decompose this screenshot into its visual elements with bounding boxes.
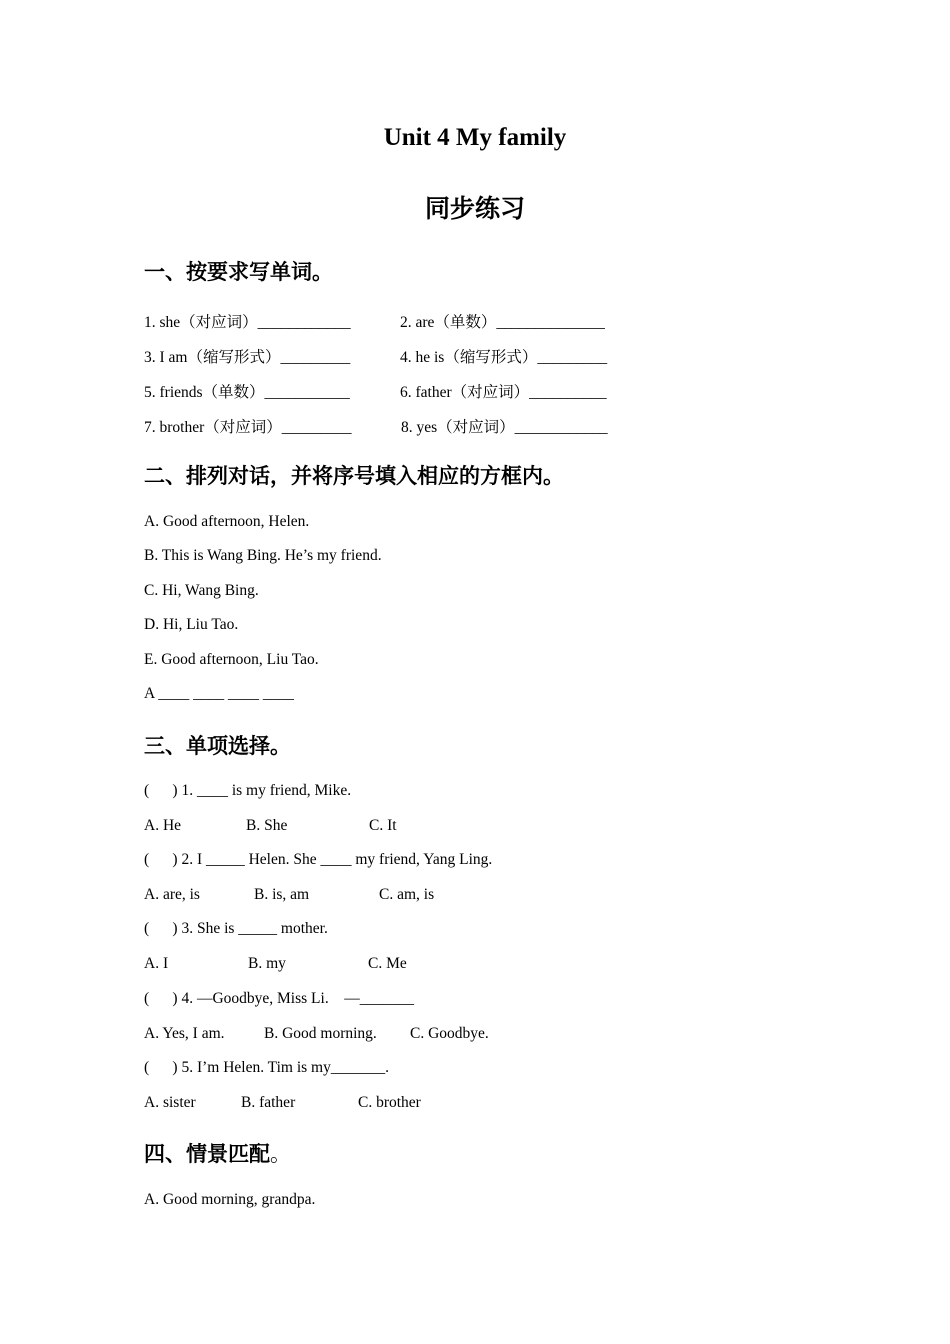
- section-2-heading: 二、排列对话，并将序号填入相应的方框内。: [144, 464, 564, 488]
- question-3-option-b: B. my: [248, 955, 286, 972]
- question-1-option-c: C. It: [369, 817, 397, 834]
- dialogue-line-d: D. Hi, Liu Tao.: [144, 616, 239, 633]
- word-item-5: 5. friends（单数）___________: [144, 384, 350, 401]
- question-4-option-c: C. Goodbye.: [410, 1025, 489, 1042]
- question-2-option-c: C. am, is: [379, 886, 435, 903]
- question-3-option-c: C. Me: [368, 955, 407, 972]
- question-2-stem: ( ) 2. I _____ Helen. She ____ my friend, Yang Ling.: [144, 851, 493, 868]
- section-4-heading: [144, 1138, 291, 1168]
- question-2-option-b: B. is, am: [254, 886, 310, 903]
- question-4-option-a: A. Yes, I am.: [144, 1025, 225, 1042]
- page-title: Unit 4 My family: [383, 124, 567, 151]
- section-3-heading: 三、单项选择。: [144, 734, 291, 758]
- situation-line-a: A. Good morning, grandpa.: [144, 1191, 316, 1208]
- question-5-stem: ( ) 5. I’m Helen. Tim is my_______.: [144, 1059, 389, 1076]
- question-3-option-a: A. I: [144, 955, 169, 972]
- dialogue-line-a: A. Good afternoon, Helen.: [144, 513, 310, 530]
- question-1-option-b: B. She: [246, 817, 288, 834]
- word-item-6: 6. father（对应词）__________: [400, 384, 607, 401]
- section-4-heading-mark: 。: [270, 1142, 291, 1166]
- question-3-stem: ( ) 3. She is _____ mother.: [144, 920, 328, 937]
- word-item-7: 7. brother（对应词）_________: [144, 419, 352, 436]
- question-5-option-a: A. sister: [144, 1094, 196, 1111]
- question-4-option-b: B. Good morning.: [264, 1025, 377, 1042]
- question-5-option-c: C. brother: [358, 1094, 421, 1111]
- question-5-option-b: B. father: [241, 1094, 296, 1111]
- dialogue-line-b: B. This is Wang Bing. He’s my friend.: [144, 547, 382, 564]
- question-1-stem: ( ) 1. ____ is my friend, Mike.: [144, 782, 352, 799]
- word-item-3: 3. I am（缩写形式）_________: [144, 349, 351, 366]
- word-item-4: 4. he is（缩写形式）_________: [400, 349, 608, 366]
- word-item-2: 2. are（单数）______________: [400, 314, 605, 331]
- question-1-option-a: A. He: [144, 817, 182, 834]
- word-item-8: 8. yes（对应词）____________: [401, 419, 608, 436]
- section-4-heading-text: 四、情景匹配: [144, 1142, 270, 1166]
- page-subtitle: 同步练习: [424, 196, 525, 223]
- dialogue-line-e: E. Good afternoon, Liu Tao.: [144, 651, 319, 668]
- section-1-heading: 一、按要求写单词。: [144, 260, 333, 284]
- question-4-stem: ( ) 4. —Goodbye, Miss Li. —_______: [144, 990, 414, 1007]
- word-item-1: 1. she（对应词）____________: [144, 314, 351, 331]
- dialogue-line-c: C. Hi, Wang Bing.: [144, 582, 259, 599]
- question-2-option-a: A. are, is: [144, 886, 200, 903]
- order-answer-line: A ____ ____ ____ ____: [144, 685, 294, 702]
